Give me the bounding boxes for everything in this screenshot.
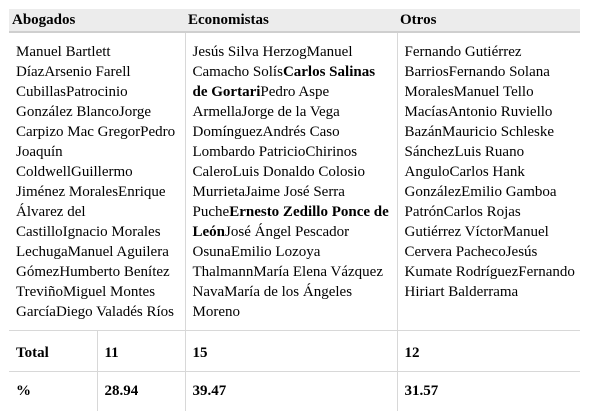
header-row — [9, 9, 580, 32]
total-label: Total — [9, 331, 97, 372]
economistas-text-1: Jesús Silva HerzogManuel Camacho Solís — [193, 44, 353, 80]
percent-economistas: 39.47 — [185, 372, 397, 411]
names-row — [9, 32, 580, 331]
header-abogados: Abogados — [9, 9, 185, 32]
percent-label: % — [9, 372, 97, 411]
economistas-highlight-2: Ernesto Zedillo Ponce de León — [193, 204, 389, 240]
percent-row — [9, 372, 580, 411]
total-row — [9, 331, 580, 372]
total-otros: 12 — [397, 331, 580, 372]
percent-abogados: 28.94 — [97, 372, 185, 411]
cabinet-professions-table — [9, 9, 580, 411]
otros-text: Fernando Gutiérrez BarriosFernando Solana MoralesManuel Tello MacíasAntonio Ruviello BazánMauricio Schleske SánchezLuis Ruano AnguloCarlos Hank GonzálezEmilio Gamboa PatrónCarlos Rojas Gutiérrez VíctorManuel Cervera PachecoJesús Kumate RodríguezFernando Hiriart Balderrama — [405, 44, 575, 300]
percent-otros: 31.57 — [397, 372, 580, 411]
total-abogados: 11 — [97, 331, 185, 372]
header-economistas: Economistas — [185, 9, 397, 32]
abogados-names — [9, 32, 185, 331]
abogados-text: Manuel Bartlett DíazArsenio Farell CubillasPatrocinio González BlancoJorge Carpizo Mac GregorPedro Joaquín ColdwellGuillermo Jiménez MoralesEnrique Álvarez del CastilloIgnacio Morales LechugaManuel Aguilera GómezHumberto Benítez TreviñoMiguel Montes GarcíaDiego Valadés Ríos — [16, 44, 175, 320]
otros-names — [397, 32, 580, 331]
header-otros: Otros — [397, 9, 580, 32]
economistas-text-3: José Ángel Pescador OsunaEmilio Lozoya ThalmannMaría Elena Vázquez NavaMaría de los Ángeles Moreno — [193, 224, 383, 320]
economistas-text-2: Pedro Aspe ArmellaJorge de la Vega DomínguezAndrés Caso Lombardo PatricioChirinos CaleroLuis Donaldo Colosio MurrietaJaime José Serra Puche — [193, 84, 366, 220]
total-economistas: 15 — [185, 331, 397, 372]
economistas-highlight-1: Carlos Salinas de Gortari — [193, 64, 376, 100]
economistas-names — [185, 32, 397, 331]
